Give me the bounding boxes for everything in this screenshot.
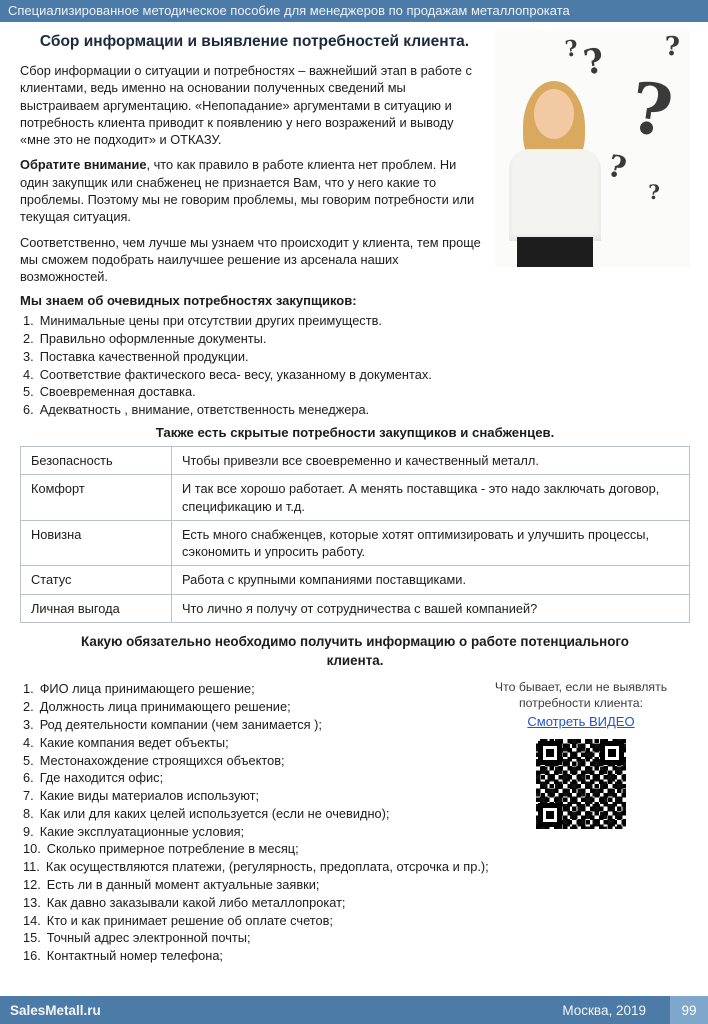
page-content (0, 22, 708, 996)
list-item: Какие эксплуатационные условия; (39, 823, 245, 839)
need-term: Комфорт (21, 475, 172, 521)
qr-finder-icon (538, 803, 562, 827)
summary-paragraph: Соответственно, чем лучше мы узнаем что происходит у клиента, тем проще мы сможем подобрать наилучшее решение из арсенала наших возможностей. (20, 234, 481, 285)
list-item: ФИО лица принимающего решение; (39, 681, 255, 697)
footer-place-year: Москва, 2019 (562, 1002, 646, 1018)
qr-code (536, 739, 626, 829)
list-item: Есть ли в данный момент актуальные заявки; (46, 877, 320, 892)
list-item: Адекватность , внимание, ответственность менеджера. (39, 402, 370, 418)
person-torso (509, 149, 601, 241)
need-term: Новизна (21, 520, 172, 566)
list-item: Правильно оформленные документы. (39, 331, 267, 347)
page-number-badge: 99 (670, 996, 708, 1024)
table-row (21, 594, 690, 622)
obvious-needs-list (20, 312, 690, 419)
attention-body: , что как правило в работе клиента нет проблем. Ни один закупщик или снабженец не признается Вам, что у него какие то проблемы. Поэтому мы не говорим проблемы, мы говорим потребности или текущая ситуация. (20, 157, 475, 225)
list-item: Местонахождение строящихся объектов; (39, 752, 285, 768)
document-footer-bar (0, 996, 708, 1024)
list-item: Минимальные цены при отсутствии других преимуществ. (39, 313, 382, 329)
list-item: Какие компания ведет объекты; (39, 734, 229, 750)
video-callout (472, 680, 690, 829)
hidden-needs-heading: Также есть скрытые потребности закупщиков и снабженцев. (155, 425, 555, 441)
document-header-bar (0, 0, 708, 22)
need-term: Статус (21, 566, 172, 594)
table-row (21, 566, 690, 594)
footer-site-label: SalesMetall.ru (10, 1002, 101, 1018)
list-item: Должность лица принимающего решение; (39, 699, 291, 715)
list-item: Где находится офис; (39, 770, 164, 786)
need-desc: Чтобы привезли все своевременно и качественный металл. (172, 447, 690, 475)
table-row (21, 475, 690, 521)
list-item: Как давно заказывали какой либо металлопрокат; (46, 894, 346, 910)
list-item: Точный адрес электронной почты; (46, 930, 251, 946)
table-row (21, 447, 690, 475)
list-item: Соответствие фактического веса- весу, указанному в документах. (39, 366, 432, 382)
question-mark-icon: ? (563, 35, 580, 63)
list-item: Своевременная доставка. (39, 384, 196, 400)
list-item: Кто и как принимает решение об оплате счетов; (46, 912, 333, 928)
person-skirt (517, 237, 593, 267)
list-item: Род деятельности компании (чем занимается ); (39, 716, 322, 732)
need-term: Безопасность (21, 447, 172, 475)
list-item: Поставка качественной продукции. (39, 348, 249, 364)
hidden-needs-table-body (21, 447, 690, 623)
need-desc: Что лично я получу от сотрудничества с вашей компанией? (172, 594, 690, 622)
list-item: Как осуществляются платежи, (регулярность, предоплата, отсрочка и пр.); (45, 859, 489, 875)
question-mark-icon: ? (664, 32, 680, 62)
client-questions-photo (495, 30, 690, 267)
table-row (21, 520, 690, 566)
need-desc: И так все хорошо работает. А менять поставщика - это надо заключать договор, спецификацию и т.д. (172, 475, 690, 521)
attention-lead: Обратите внимание (20, 157, 147, 173)
need-desc: Работа с крупными компаниями поставщиками. (172, 566, 690, 594)
required-info-heading: Какую обязательно необходимо получить информацию о работе потенциального клиента. (81, 633, 629, 668)
question-mark-icon: ? (604, 148, 630, 187)
list-item: Контактный номер телефона; (46, 948, 223, 964)
qr-finder-icon (600, 741, 624, 765)
person-head (534, 89, 574, 139)
question-mark-icon: ? (625, 65, 678, 154)
need-term: Личная выгода (21, 594, 172, 622)
page-title: Сбор информации и выявление потребностей клиента. (39, 33, 470, 50)
video-link[interactable]: Смотреть ВИДЕО (527, 714, 635, 730)
list-item: Сколько примерное потребление в месяц; (46, 841, 299, 857)
document-header-title: Специализированное методическое пособие для менеджеров по продажам металлопроката (8, 3, 570, 18)
need-desc: Есть много снабженцев, которые хотят оптимизировать и улучшить процессы, сэкономить и упросить работу. (172, 520, 690, 566)
intro-paragraph: Сбор информации о ситуации и потребностях – важнейший этап в работе с клиентами, ведь именно на основании полученных сведений мы выстраиваем аргументацию. «Непопадание» аргументами в ситуацию и потребность клиента приводит к появлению у него возражений и выводу «мне это не подходит» и ОТКАЗУ. (20, 63, 472, 148)
obvious-needs-heading: Мы знаем об очевидных потребностях закупщиков: (20, 293, 357, 309)
video-note: Что бывает, если не выявлять потребности клиента: (494, 680, 668, 711)
person-figure (501, 77, 611, 267)
question-mark-icon: ? (580, 40, 608, 84)
question-mark-icon: ? (648, 180, 660, 204)
list-item: Какие виды материалов используют; (39, 788, 260, 804)
qr-finder-icon (538, 741, 562, 765)
list-item: Как или для каких целей используется (если не очевидно); (39, 805, 390, 821)
hidden-needs-table (20, 446, 690, 623)
